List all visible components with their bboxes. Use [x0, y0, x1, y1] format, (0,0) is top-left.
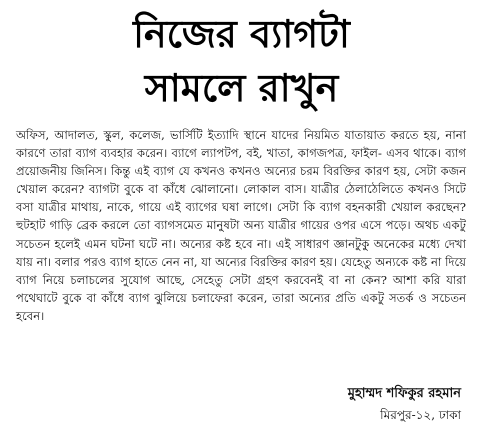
letter-body [16, 126, 466, 325]
letter-body-paragraph: অফিস, আদালত, স্কুল, কলেজ, ভার্সিটি ইত্যাদি স্থানে যাদের নিয়মিত যাতায়াত করতে হয়, নানা কারণে তারা ব্যাগ ব্যবহার করেন। ব্যাগে ল্যাপটপ, বই, খাতা, কাগজপত্র, ফাইল- এসব থাকে। ব্যাগ প্রয়োজনীয় জিনিস। কিন্তু এই ব্যাগ যে কখনও কখনও অন্যের চরম বিরক্তির কারণ হয়, সেটা কজন খেয়াল করেন? ব্যাগটা বুকে বা কাঁধে ঝোলানো। লোকাল বাস। যাত্রীর ঠেলাঠেলিতে কখনও সিটে বসা যাত্রীর মাথায়, নাকে, গায়ে এই ব্যাগের ঘষা লাগে। সেটা কি ব্যাগ বহনকারী খেয়াল করছেন? হুটহাট গাড়ি ব্রেক করলে তো ব্যাগসমেত মানুষটা অন্য যাত্রীর গায়ের ওপর এসে পড়ে। অথচ একটু সচেতন হলেই এমন ঘটনা ঘটে না। অন্যের কষ্ট হবে না। এই সাধারণ জ্ঞানটুকু অনেকের মধ্যে দেখা যায় না। বলার পরও ব্যাগ হাতে নেন না, যা অন্যের বিরক্তির কারণ হয়। যেহেতু অন্যকে কষ্ট না দিয়ে ব্যাগ নিয়ে চলাচলের সুযোগ আছে, সেহেতু সেটা গ্রহণ করবেনই বা না কেন? আশা করি যারা পথেঘাটে বুকে বা কাঁধে ব্যাগ ঝুলিয়ে চলাফেরা করেন, তারা অন্যের প্রতি একটু সতর্ক ও সচেতন হবেন। [16, 128, 466, 323]
author-name: মুহাম্মদ শফিকুর রহমান [347, 386, 461, 401]
author-address: মিরপুর-১২, ঢাকা [380, 408, 461, 422]
headline-line-2: সামলে রাখুন [144, 66, 339, 110]
headline-line-1: নিজের ব্যাগটা [133, 12, 350, 56]
